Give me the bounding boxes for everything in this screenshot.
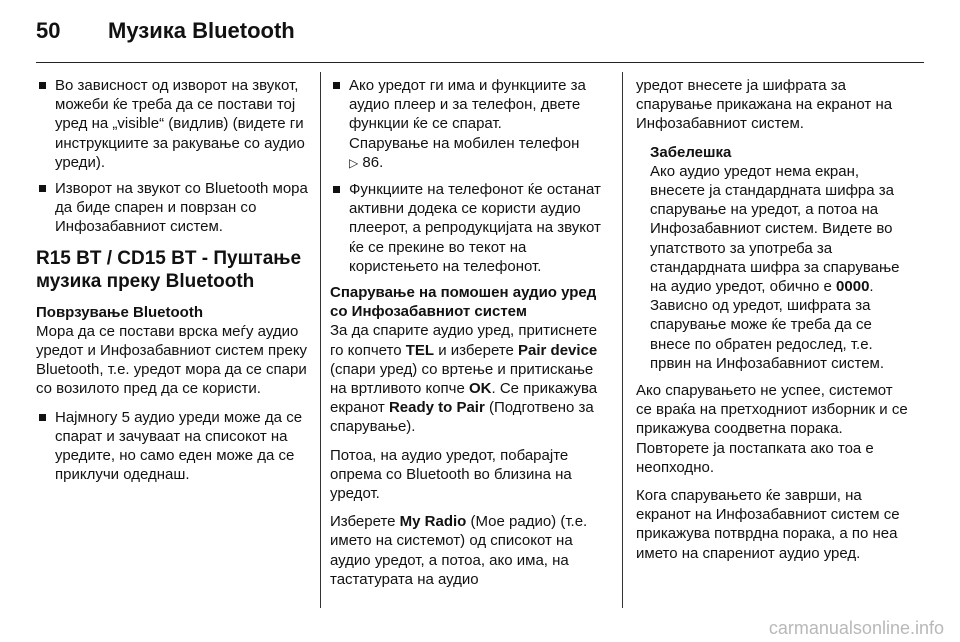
column-3: [636, 76, 910, 572]
screen-ready-to-pair: Ready to Pair: [388, 399, 485, 417]
bullet-visible: Во зависност од изворот на звукот, можеби ќе треба да се постави тој уред на „visible“ (видлив) (видете ги инструкциите за ракување со аудио уреди).: [36, 76, 308, 172]
menu-pair-device: Pair device: [518, 341, 598, 359]
subheading-pairing: Спарување на помошен аудио уред со Инфозабавниот систем: [330, 284, 597, 321]
subheading-connection: Поврзување Bluetooth: [36, 303, 204, 321]
paragraph-pairing-done: Кога спарувањето ќе заврши, на екранот на Инфозабавниот систем се прикажува потврдна порака, а по неа името на спарениот аудио уред.: [636, 487, 900, 562]
watermark: carmanualsonline.info: [768, 618, 944, 638]
paragraph-pairing: За да спарите аудио уред, притиснете го копчето TEL и изберете Pair device (спари уред) со вртење и притискање на вртливото копче OK. Се прикажува екранот Ready to Pair (Подготвено за спарување).: [330, 322, 598, 436]
cross-reference: Спарување на мобилен телефон: [349, 134, 580, 152]
column-1: [36, 76, 308, 491]
paragraph-select-radio: Изберете My Radio (Мое радио) (т.е. името на системот) од списокот на аудио уредот, а потоа, ако има, на тастатурата на аудио: [330, 513, 588, 588]
system-name-my-radio: My Radio: [399, 513, 467, 531]
note-text: Ако аудио уредот нема екран, внесете ја стандардната шифра за спарување на уредот, а потоа на Инфозабавниот систем. Видете во упатството за употреба за стандардната шифра за спарување на аудио уредот, обично е 0000. Зависно од уредот, шифрата за спарување може ќе треба да се внесе по обратен редослед, т.е. првин на Инфозабавниот систем.: [650, 162, 900, 372]
paragraph-connection: Мора да се постави врска меѓу аудио уредот и Инфозабавниот систем преку Bluetooth, т.е. уредот мора да се спари со возилото пред да се користи.: [36, 322, 308, 398]
page-number: 50: [36, 18, 61, 43]
bullet-phone-active: Функциите на телефонот ќе останат активни додека се користи аудио плеерот, а репродукцијата на звукот ќе се прекине во текот на користењето на телефонот.: [330, 180, 608, 276]
bullet-paired: Изворот на звукот со Bluetooth мора да биде спарен и поврзан со Инфозабавниот систем.: [36, 179, 308, 237]
cross-reference-page: 86.: [362, 153, 384, 171]
column-divider-2: [622, 72, 623, 608]
bullet-max-devices: Најмногу 5 аудио уреди може да се спарат и зачуваат на списокот на уредите, но само еден може да се приклучи одеднаш.: [36, 408, 308, 485]
page-header: [36, 14, 924, 50]
paragraph-search: Потоа, на аудио уредот, побарајте опрема со Bluetooth во близина на уредот.: [330, 446, 572, 503]
page-title: Музика Bluetooth: [108, 18, 295, 43]
paragraph-pairing-failed: Ако спарувањето не успее, системот се враќа на претходниот изборник и се прикажува соодветна порака. Повторете ја постапката ако тоа е неопходно.: [636, 382, 908, 476]
paragraph-enter-code: уредот внесете ја шифрата за спарување прикажана на екранот на Инфозабавниот систем.: [636, 77, 893, 133]
header-rule: [36, 62, 924, 63]
bullet-phone-functions: [330, 76, 608, 173]
column-2: [330, 76, 608, 598]
bullet-text: Ако уредот ги има и функциите за аудио плеер и за телефон, двете функции ќе се спарат.: [349, 77, 586, 133]
default-code: 0000: [836, 278, 870, 296]
key-ok: OK: [469, 380, 492, 398]
key-tel: TEL: [405, 341, 435, 359]
note-title: Забелешка: [650, 143, 732, 161]
reference-arrow-icon: ▷: [349, 155, 359, 170]
section-heading: R15 BT / CD15 BT - Пуштање музика преку Bluetooth: [36, 247, 302, 292]
column-divider-1: [320, 72, 321, 608]
note-box: [636, 143, 910, 373]
